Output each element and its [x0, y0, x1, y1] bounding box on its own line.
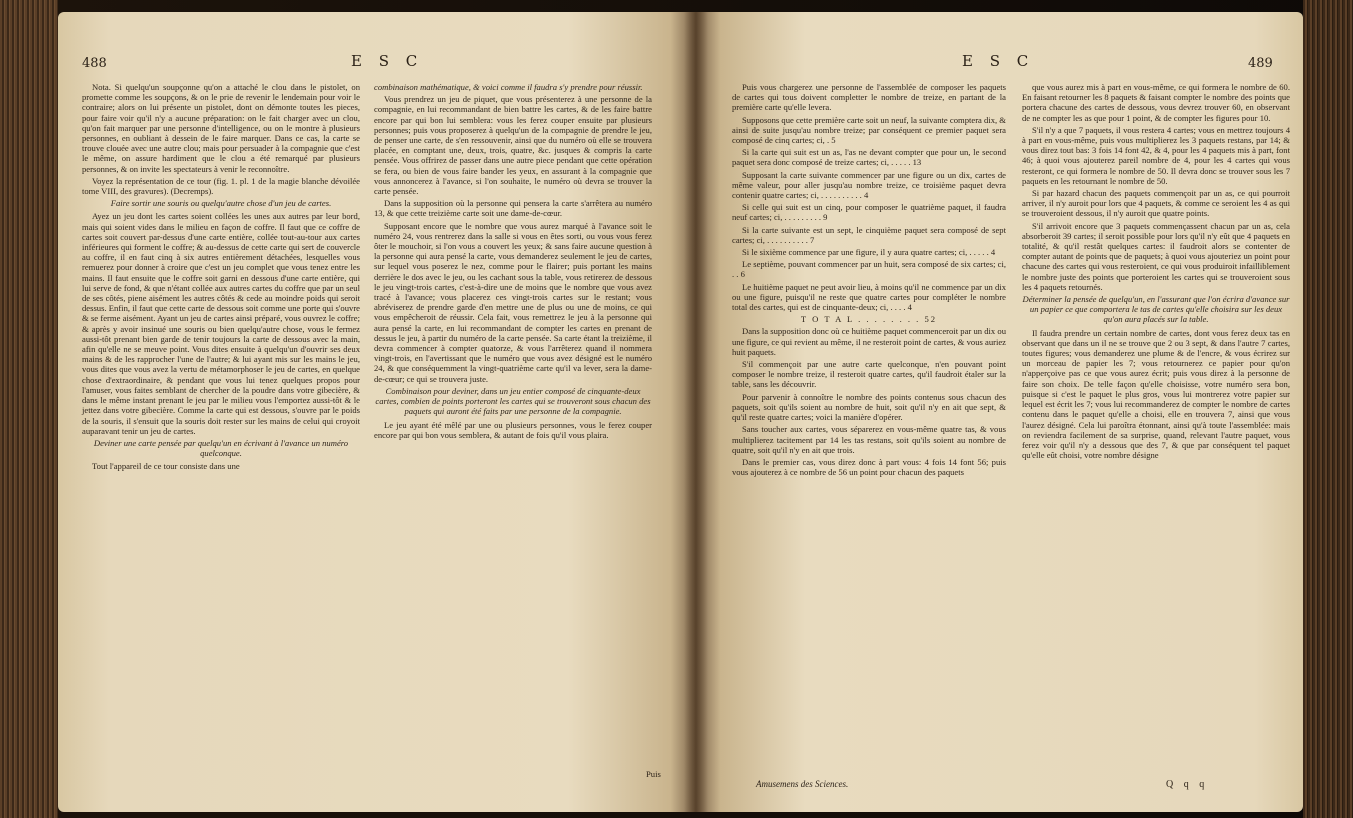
paragraph: Nota. Si quelqu'un soupçonne qu'on a attaché le clou dans le pistolet, on promette comme les soupçons, & on le prie de revenir le lendemain pour voir le contraire; alors on lui présente un pistolet, dont on démonte toutes les pieces, pour faire voir qu'il n'y a aucune préparation: on le fait charger avec un clou, qu'on fait marquer par une personne d'intelligence, ou on le montre à plusieurs personnes, en oubliant à dessein de le faire marquer. Dans ce cas, la carte se trouve clouée avec une autre clou; mais pour persuader à la compagnie que c'est le même, on assure hardiment que le clou a été remarqué par plusieurs personnes, & on invite les spectateurs à venir le reconnoître.	[82, 82, 360, 174]
section-heading: Combinaison pour deviner, dans un jeu entier composé de cinquante-deux cartes, combien de points porteront les cartes qui se trouveront sous chacun des paquets qui auront été faits par une personne de la compagnie.	[375, 385, 651, 417]
paragraph: S'il commençoit par une autre carte quelconque, n'en pouvant point composer le nombre treize, il resteroit quatre cartes, qu'il faudroit étaler sur la table, sans les découvrir.	[732, 359, 1006, 390]
page-edges-right	[1303, 0, 1353, 818]
catchword: Puis	[646, 769, 661, 779]
running-head-right: E S C	[962, 52, 1035, 70]
section-heading: Faire sortir une souris ou quelqu'autre chose d'un jeu de cartes.	[110, 198, 332, 209]
paragraph: Supposant encore que le nombre que vous aurez marqué à l'avance soit le numéro 24, vous rentrerez dans la salle si vous en êtes sorti, ou vous vous ferez ôter le mouchoir, si l'on vous a couvert les yeux; & sans faire aucune question à la personne qui aura pensé la carte, vous demanderez seulement le jeu de cartes, sur lequel vous poserez le nez, comme pour le flairer; puis portant les mains derrière le dos avec le jeu, ou les cachant sous la table, vous retirerez de dessous le jeu vingt-trois cartes, c'est-à-dire une de moins que le nombre que vous avez tracé à l'avance; vous placerez ces vingt-trois cartes sur le restant; vous abréviserez de prendre garde d'en mettre une de plus ou une de moins, ce qui vous empêcheroit de réussir. Cela fait, vous remettrez le jeu à la personne qui aura pensé la carte, en lui recommandant de compter les cartes en prenant de dessus le jeu, à partir du numéro de la carte pensée. Sa carte étant la treizième, il devra commencer à compter quatorze, & vous l'arrêterez quand il nommera vingt-trois, en l'avertissant que le numéro que vous avez désigné est le numéro 24, & que conséquemment la vingt-quatrième carte qu'il va lever, sera la dame-de-cœur; ce qui se trouvera juste.	[374, 220, 652, 384]
paragraph: Le jeu ayant été mêlé par une ou plusieurs personnes, vous le ferez couper encore par qui bon vous semblera, & autant de fois qu'il vous plaira.	[374, 419, 652, 440]
running-head-left: E S C	[351, 52, 424, 70]
paragraph: Dans la supposition donc où ce huitième paquet commenceroit par un dix ou une figure, ce qui revient au même, il ne resteroit point de cartes, & vous auriez huit paquets.	[732, 326, 1006, 357]
paragraph: Si par hazard chacun des paquets commençoit par un as, ce qui pourroit arriver, il n'y auroit pour lors que 4 paquets, & comme ce seroient les 4 as qui se trouveroient dessous, il n'y auroit que quatre points.	[1022, 188, 1290, 219]
paragraph: S'il n'y a que 7 paquets, il vous restera 4 cartes; vous en mettrez toujours 4 à part en vous-même, puis vous multiplierez les 3 paquets restans, par 14; & vous direz tout bas: 3 fois 14 font 42, & 4, pour les 4 paquets mis à part, font 46; à quoi vous ajouterez pareil nombre de 4, pour les 4 cartes qui vous resteront, ce qui formera le nombre de 50. Il devra donc se trouver sous les 7 paquets en les retournant le nombre de 50.	[1022, 124, 1290, 186]
paragraph: Ayez un jeu dont les cartes soient collées les unes aux autres par leur bord, mais qui soient vides dans le milieu en façon de coffre. Il faut que ce coffre de cartes soit couvert par-dessus d'une carte entière, collée tout-au-tour aux cartes inférieures qui forment le coffre; & au-dessus de cette carte qui sert de couvercle au coffre, il en faut cinq à six autres entièrement détachées, lesquelles vous remuerez pour donner à croire que c'est un jeu complet que vous tenez entre les mains. Il faut ensuite que le coffre soit garni en dessous d'une carte entière, qui lui serve de fond, & que n'étant collée aux autres cartes du coffre que par un seul de ses côtés, piene aisément les autres côtés & cede au moindre poids qui seroit dessus. Enfin, il faut que cette carte de dessous soit comme une porte qui s'ouvre & se ferme aisément. Ayant un jeu de cartes ainsi préparé, vous ouvrez le coffre; & après y avoir insinué une souris ou bien quelqu'autre chose, vous le fermez aussi-tôt prenant bien garde de tenir toujours la carte de dessous avec la main, afin qu'elle ne se meuve point. Vous dites ensuite à quelqu'un d'ouvrir ses deux mains & de les rapprocher l'une de l'autre; & lui ayant mis sur les mains le jeu, vous dites que vous avez la vertu de métamorphoser le jeu de cartes, en quelque chose d'extraordinaire, & pendant que vous lui tenez quelques propos pour l'amuser, vous faites semblant de chercher de la poudre dans votre gibecière, & dans le même instant prenant le jeu par le milieu vous l'emportez aussi-tôt & le jettez dans votre gibecière. Comme la carte qui est dessous, s'ouvre par le poids de la souris, il s'ensuit que la souris doit rester sur les mains de celui qui croyoit auparavant tenir un jeu de cartes.	[82, 211, 360, 436]
paragraph: Voyez la représentation de ce tour (fig. 1. pl. 1 de la magie blanche dévoilée tome VIII, des gravures). (Decremps).	[82, 175, 360, 197]
right-page	[696, 12, 1303, 812]
paragraph: T O T A L . . . . . . . . 52	[800, 314, 938, 325]
paragraph: Vous prendrez un jeu de piquet, que vous présenterez à une personne de la compagnie, en lui recommandant de bien battre les cartes, & de les faire battre encore par qui bon lui semblera: vous les ferez couper ensuite par plusieurs personnes; puis vous proposerez à quelqu'un de la compagnie de prendre le jeu, de penser une carte, de s'en ressouvenir, ainsi que du numéro où elle se trouvera placée, en comptant une, deux, trois, quatre, &c. jusques & compris la carte pensée. Vous offrirez de passer dans une autre piece pendant que cette opération se fera, ou bien de vous faire bander les yeux, en assurant à la compagnie que vous annoncerez à l'avance, si l'on souhaite, le numéro où devra se trouver la carte pensée.	[374, 94, 652, 197]
paragraph: Il faudra prendre un certain nombre de cartes, dont vous ferez deux tas en observant que dans un il ne se trouve que 2 ou 3 sept, & dans l'autre 7 cartes, toutes figures; vous demanderez une plume & de l'encre, & vous écrirez sur un morceau de papier les 7; vous retournerez ce papier pour qu'on n'apperçoive pas ce que vous aurez écrit; puis vous direz à la personne de faire son choix. De telle façon qu'elle choisisse, votre numéro sera bon, puisque si c'est le paquet le plus gros, vous lui montrerez votre papier sur lequel est écrit les 7; vous lui recommanderez de compter le nombre de cartes contenu dans le paquet qu'elle a choisi, elle en trouvera 7, ainsi que vous l'aurez désigné. Cela lui paroîtra étonnant, ainsi qu'à toute l'assemblée: mais on reviendra facilement de sa surprise, quand, relevant l'autre paquet, vous ferez voir qu'il n'y a dessous que des 7, & que par conséquent tel paquet qu'elle eût choisi, votre nombre désigne	[1022, 327, 1290, 461]
footer-title: Amusemens des Sciences.	[756, 779, 849, 789]
page-number-right: 489	[1248, 56, 1273, 71]
paragraph: Puis vous chargerez une personne de l'assemblée de composer les paquets de cartes qui tous doivent completter le nombre de treize, en partant de la première carte qu'elle levera.	[732, 82, 1006, 113]
left-page	[58, 12, 696, 812]
book-gutter	[684, 12, 708, 812]
paragraph: Si la carte suivante est un sept, le cinquième paquet sera composé de sept cartes; ci, . . . . . . . . . . 7	[732, 224, 1006, 245]
section-heading: Deviner une carte pensée par quelqu'un en écrivant à l'avance un numéro quelconque.	[93, 437, 349, 459]
paragraph: Sans toucher aux cartes, vous séparerez en vous-même quatre tas, & vous multiplierez tacitement par 14 les tas restans, soit qu'ils soient au nombre de quatre, soit qu'il n'y en ait que trois.	[732, 424, 1006, 455]
signature-mark: Q q q	[1166, 779, 1209, 790]
right-column-2	[1022, 82, 1290, 462]
paragraph: Supposons que cette première carte soit un neuf, la suivante comptera dix, & ainsi de suite jusqu'au nombre treize; par conséquent ce premier paquet sera composé de cinq cartes; ci, . 5	[732, 114, 1006, 146]
paragraph: Dans la supposition où la personne qui pensera la carte s'arrêtera au numéro 13, & que cette treizième carte soit une dame-de-cœur.	[374, 198, 652, 219]
paragraph: combinaison mathématique, & voici comme il faudra s'y prendre pour réussir.	[374, 82, 643, 92]
right-column-1	[732, 82, 1006, 479]
paragraph: Pour parvenir à connoître le nombre des points contenus sous chacun des paquets, soit qu'ils soient au nombre de huit, soit qu'il n'y en ait que sept, & qu'il reste quatre cartes; voici la manière d'opérer.	[732, 391, 1006, 423]
page-number-left: 488	[82, 56, 107, 71]
paragraph: Supposant la carte suivante commencer par une figure ou un dix, cartes de même valeur, pour aller jusqu'au nombre treize, ce troisième paquet devra contenir quatre cartes; ci, . . . . . . . . . . 4	[732, 169, 1006, 201]
paragraph: Si la carte qui suit est un as, l'as ne devant compter que pour un, le second paquet sera donc composé de treize cartes; ci, . . . . . 13	[732, 147, 1006, 168]
paragraph: Le huitième paquet ne peut avoir lieu, à moins qu'il ne commence par un dix ou une figure, puisqu'il ne reste que quatre cartes pour compléter le nombre total des cartes, qui est de cinquante-deux; ci, . . . . 4	[732, 281, 1006, 313]
paragraph: Dans le premier cas, vous direz donc à part vous: 4 fois 14 font 56; puis vous ajouterez à ce nombre de 56 un point pour chacun des paquets	[732, 456, 1006, 478]
paragraph: S'il arrivoit encore que 3 paquets commençassent chacun par un as, cela absorberoit 39 cartes; il seroit possible pour lors qu'il n'y eût que 4 paquets en totalité, & qu'il restât quelques cartes: il faudroit alors se contenter de compter autant de points que de paquets; à quoi vous ajouteriez un point pour chacune des cartes qui vous resteroient, ce qui vous produiroit infailliblement le nombre juste des points que porteroient les cartes qui se trouveroient sous les 4 paquets retournés.	[1022, 220, 1290, 292]
paragraph: Tout l'appareil de ce tour consiste dans une	[92, 461, 240, 472]
paragraph: Le septième, pouvant commencer par un huit, sera composé de six cartes; ci, . . 6	[732, 259, 1006, 280]
left-column-2	[374, 82, 652, 442]
page-edges-left	[0, 0, 58, 818]
paragraph: Si celle qui suit est un cinq, pour composer le quatrième paquet, il faudra neuf cartes; ci, . . . . . . . . . 9	[732, 202, 1006, 223]
left-column-1	[82, 82, 360, 474]
section-heading: Déterminer la pensée de quelqu'un, en l'assurant que l'on écrira d'avance sur un papier ce que comportera le tas de cartes qu'elle choisira sur les deux qu'on aura placés sur la table.	[1022, 294, 1290, 325]
paragraph: que vous aurez mis à part en vous-même, ce qui formera le nombre de 60. En faisant retourner les 8 paquets & faisant compter le nombre des points que portera chacune des cartes de dessous, vous devrez trouver 60, en observant de ne compter les as que pour 1 point, & de compter les figures pour 10.	[1022, 82, 1290, 123]
paragraph: Si le sixième commence par une figure, il y aura quatre cartes; ci, . . . . . 4	[742, 247, 996, 258]
